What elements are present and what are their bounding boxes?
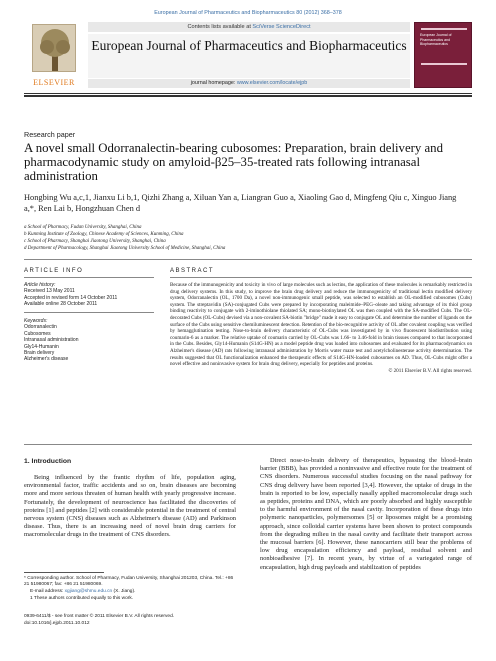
info-divider xyxy=(24,312,154,313)
banner-center xyxy=(88,22,410,88)
history-accepted: Accepted in revised form 14 October 2011 xyxy=(24,294,118,301)
abstract-text: Because of the immunogenicity and toxicity in vivo of large molecules such as lectins, the application of these molecules is remarkably restricted in drug delivery systems. In this study, to improve the brain drug delivery and reduce the immunogenicity of traditional lectin modified delivery system, Odorranalectin (OL, 1700 Da), a novel non-immunogenic small peptide, was selected to establish an OL-modified cubosomes (Cubs) system. The streptavidin (SA)-conjugated Cubs were prepared by incorporating maleimide–PEG–oleate and taking advantage of its thiol group binding reactivity to conjugate with 2-iminothiolane thiolated SA; mono-biotinylated OL was then coupled with the SA-modified Cubs. The OL-decorated Cubs (OL-Cubs) devised via a non-covalent SA-biotin "bridge" made it easy to conjugate OL and determine the number of ligands on the surface of the Cubs using sensitive chemiluminescent detection. Retention of the bio-recognitive activity of OL after covalent coupling was verified by hemagglutination testing. Nose-to-brain delivery characteristic of OL-Cubs was investigated by in vivo fluorescent biodistribution using coumarin-6 as a marker. The relative uptake of coumarin carried by OL-Cubs was 1.66- to 3.46-fold in brain tissues compared to that incorporated in the Cubs. Besides, Gly14-Humanin (S14G-HN) as a model peptide drug was loaded into cubosomes and evaluated for its pharmacodynamics on Alzheimer's disease (AD) rats following intranasal administration by Morris water maze test and acetylcholinesterase activity determination. The results suggested that OL functionalization enhanced the therapeutic effects of S14G-HN-loaded cubosomes on AD. Thus, OL-Cubs might offer a novel effective and noninvasive system for brain drug delivery, especially for peptides and proteins. xyxy=(170,282,472,368)
affiliation: c School of Pharmacy, Shanghai Jiaotong University, Shanghai, China xyxy=(24,239,166,244)
elsevier-tree-icon xyxy=(32,24,76,72)
keyword: Intranasal administration xyxy=(24,337,79,344)
keyword: Alzheimer's disease xyxy=(24,356,69,363)
footnote-rule xyxy=(24,572,104,573)
affiliation: d Department of Pharmacology, Shanghai Jiaotong University School of Medicine, Shanghai, China xyxy=(24,246,226,251)
affiliation: b Kunming Institute of Zoology, Chinese Academy of Sciences, Kunming, China xyxy=(24,232,184,237)
abstract-heading: ABSTRACT xyxy=(170,268,215,274)
journal-cover-image[interactable] xyxy=(414,22,472,88)
intro-right-text: Direct nose-to-brain delivery of therapeutics, bypassing the blood–brain barrier (BBB), has provided a noninvasive and effective route for the treatment of CNS disorders. Numerous successful studies focusing on the nasal pathway for CNS drug delivery have been reported [3,4]. However, the uptake of drugs in the brain is reported to be low, especially nasally applied macromolecular drugs such as peptides, proteins and DNA, which are poorly absorbed and highly susceptible to the harmful environment of the nasal cavity. Incorporation of these drugs into polymeric nanoparticles, polymersomes [5] or liposomes might be a promising approach, since colloidal carrier systems have been shown to protect compounds from the degrading milieu in the nasal cavity and facilitate their transport across the mucosal barriers [6]. However, these nanocarriers still bear the problems of low drug encapsulation efficiency and payload, residual solvent and nonbioadhesive [7]. In recent years, by virtue of a variegated range of encapsulation, high drug payloads and stabilization of peptides xyxy=(260,457,472,571)
homepage-link[interactable]: www.elsevier.com/locate/ejpb xyxy=(236,80,308,86)
contents-bar xyxy=(88,22,410,32)
keyword: Gly14-Humanin xyxy=(24,343,59,350)
sciencedirect-link[interactable]: SciVerse ScienceDirect xyxy=(252,24,311,30)
email-prefix: E-mail address: xyxy=(30,589,65,594)
header-divider xyxy=(24,93,472,94)
abstract-body xyxy=(170,282,472,374)
section-divider xyxy=(24,259,472,260)
journal-title: European Journal of Pharmaceutics and Biopharmaceutics xyxy=(91,38,407,53)
keyword: Odorranalectin xyxy=(24,324,57,331)
article-history xyxy=(24,282,154,308)
history-online: Available online 28 October 2011 xyxy=(24,301,98,308)
footer-doi[interactable]: doi:10.1016/j.ejpb.2011.10.012 xyxy=(24,621,90,626)
affiliation: a School of Pharmacy, Fudan University, Shanghai, China xyxy=(24,225,142,230)
keywords xyxy=(24,318,154,363)
journal-reference[interactable]: European Journal of Pharmaceutics and Biopharmaceutics 80 (2012) 368–378 xyxy=(154,10,342,16)
elsevier-wordmark: ELSEVIER xyxy=(33,78,75,87)
footnote-email xyxy=(24,589,236,595)
intro-left-text: Being influenced by the frantic rhythm of life, population aging, environmental factor, traffic accidents and so on, brain diseases are becoming more and more serious threaten of human health with yearly progressive increase. Fortunately, the development of neuroscience has facilitated the discoveries of proteins [1] and peptides [2] with considerable potential in the treatment of central nervous system (CNS) diseases such as Alzheimer's disease (AD) and Parkinson disease. Thus, there is an increasing need of novel brain drug carriers for macromolecular drugs in the treatment of CNS disorders. xyxy=(24,474,236,539)
article-type: Research paper xyxy=(24,130,76,139)
email-link[interactable]: xgjiang@shmu.edu.cn xyxy=(64,589,113,594)
contents-prefix: Contents lists available at xyxy=(187,24,253,30)
abstract-copyright: © 2011 Elsevier B.V. All rights reserved. xyxy=(388,367,472,374)
keywords-label: Keywords: xyxy=(24,318,48,324)
history-label: Article history: xyxy=(24,282,56,288)
footer-issn: 0939-6411/$ - see front matter © 2011 Elsevier B.V. All rights reserved. xyxy=(24,614,175,619)
section-divider xyxy=(24,444,472,445)
journal-homepage-bar xyxy=(88,79,410,88)
footnote-corresponding: * Corresponding author. School of Pharmacy, Fudan University, Shanghai 201203, China. Tel.: +86 21 51980067; fax: +86 21 51980069. xyxy=(24,576,234,588)
journal-banner xyxy=(24,22,472,88)
footnote-equal-contribution: 1 These authors contributed equally to this work. xyxy=(30,596,134,601)
info-divider xyxy=(24,277,154,278)
elsevier-logo[interactable] xyxy=(24,22,84,88)
author-list: Hongbing Wu a,c,1, Jianxu Li b,1, Qizhi Zhang a, Xiluan Yan a, Liangran Guo a, Xiaoling Gao d, Mingfeng Qiu c, Xinguo Jiang a,*, Ren Lai b, Hongzhuan Chen d xyxy=(24,193,457,213)
cover-stripe xyxy=(421,28,467,30)
homepage-prefix: journal homepage: xyxy=(190,80,237,86)
cover-title: European Journal of Pharmaceutics and Biopharmaceutics xyxy=(420,33,452,46)
keyword: Brain delivery xyxy=(24,350,55,357)
history-received: Received 13 May 2011 xyxy=(24,288,75,295)
article-info-heading: ARTICLE INFO xyxy=(24,268,84,274)
email-suffix: (X. Jiang). xyxy=(112,589,136,594)
cover-stripe xyxy=(421,63,467,65)
abstract-divider xyxy=(170,277,472,278)
header-divider xyxy=(24,95,472,97)
intro-heading: 1. Introduction xyxy=(24,458,72,465)
keyword: Cubosomes xyxy=(24,330,51,337)
article-title: A novel small Odorranalectin-bearing cubosomes: Preparation, brain delivery and pharmacodynamic study on amyloid-β25–35-treated rats following intranasal administration xyxy=(24,141,443,183)
